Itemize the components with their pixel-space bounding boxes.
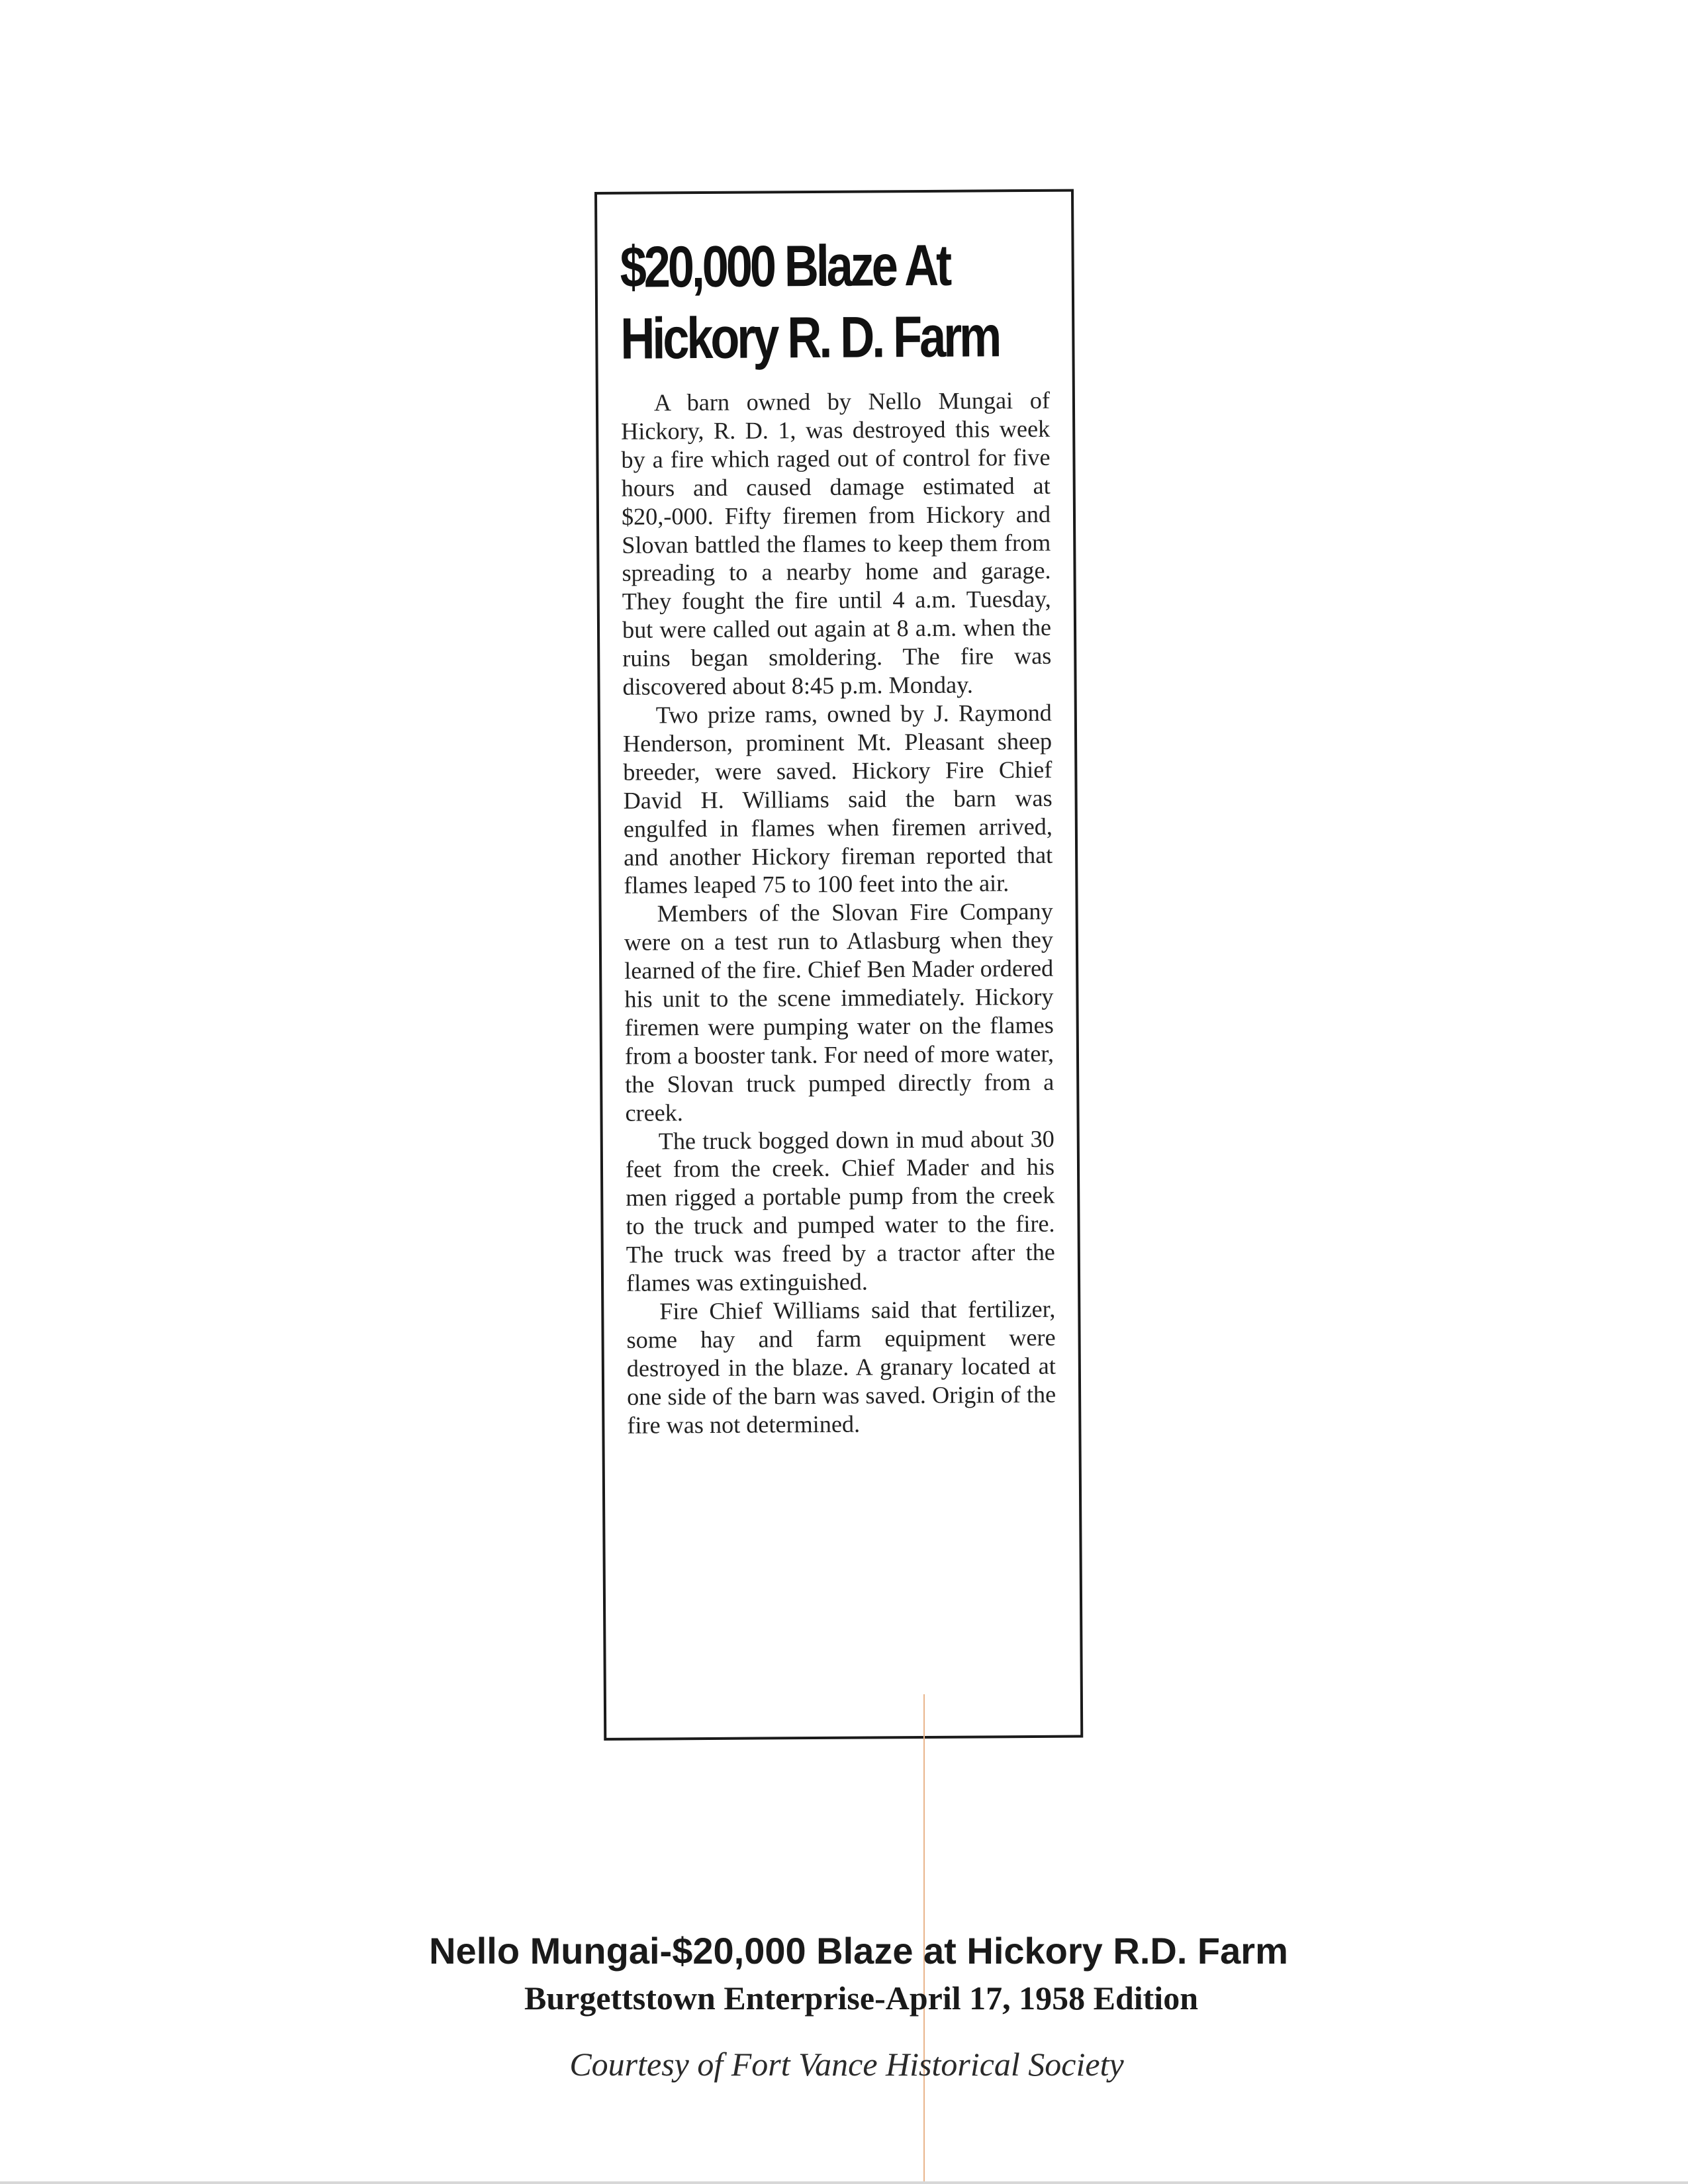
headline-line-2: Hickory R. D. Farm — [620, 303, 1000, 371]
article-paragraph-4: The truck bogged down in mud about 30 feet from the creek. Chief Mader and his men rigged a portable pump from the creek to the truck and pumped water to the fire. The truck was freed by a tractor after the flames was extinguished. — [625, 1125, 1055, 1297]
caption-credit: Courtesy of Fort Vance Historical Society — [569, 2046, 1124, 2083]
article-body — [621, 387, 1056, 1439]
headline-line-1: $20,000 Blaze At — [620, 232, 950, 300]
article-paragraph-3: Members of the Slovan Fire Company were on a test run to Atlasburg when they learned of the fire. Chief Ben Mader ordered his unit to the scene immediately. Hickory firemen were pumping water on the flames from a booster tank. For need of more water, the Slovan truck pumped directly from a creek. — [624, 898, 1055, 1126]
article-headline — [620, 229, 1050, 375]
article-paragraph-1: A barn owned by Nello Mungai of Hickory, R. D. 1, was destroyed this week by a fire which raged out of control for five hours and caused damage estimated at $20,-000. Fifty firemen from Hickory and Slovan battled the flames to keep them from spreading to a nearby home and garage. They fought the fire until 4 a.m. Tuesday, but were called out again at 8 a.m. when the ruins began smoldering. The fire was discovered about 8:45 p.m. Monday. — [621, 387, 1052, 700]
newspaper-clipping — [594, 189, 1083, 1741]
caption-title: Nello Mungai-$20,000 Blaze at Hickory R.D. Farm — [429, 1930, 1288, 1972]
page-bottom-edge — [0, 2181, 1688, 2184]
article-paragraph-2: Two prize rams, owned by J. Raymond Henderson, prominent Mt. Pleasant sheep breeder, were saved. Hickory Fire Chief David H. Williams said the barn was engulfed in flames when firemen arrived, and another Hickory fireman reported that flames leaped 75 to 100 feet into the air. — [622, 699, 1053, 899]
article-paragraph-5: Fire Chief Williams said that fertilizer, some hay and farm equipment were destroyed in the blaze. A granary located at one side of the barn was saved. Origin of the fire was not determined. — [626, 1295, 1056, 1439]
caption-source: Burgettstown Enterprise-April 17, 1958 Edition — [524, 1979, 1199, 2017]
